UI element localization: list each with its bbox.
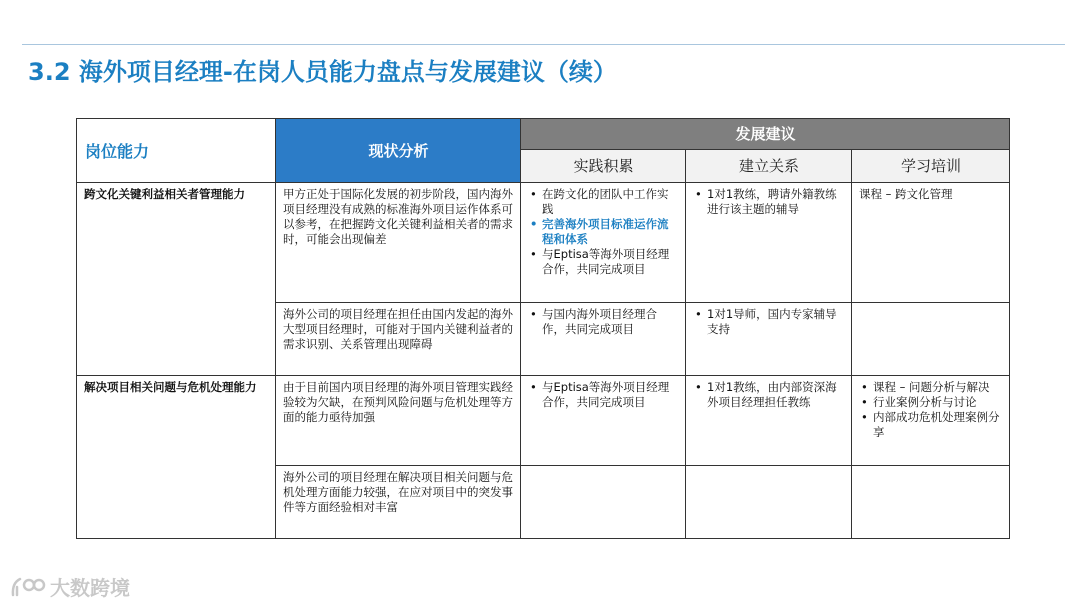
header-relation: 建立关系 — [686, 150, 852, 183]
practice-cell — [521, 183, 686, 303]
training-cell — [852, 466, 1010, 539]
practice-cell — [521, 376, 686, 466]
list-item: • 行业案例分析与讨论 — [873, 395, 1003, 410]
list-item: • 与Eptisa等海外项目经理合作，共同完成项目 — [542, 247, 679, 277]
logo-text: 大数跨境 — [50, 576, 130, 600]
list-item: • 内部成功危机处理案例分享 — [873, 410, 1003, 440]
relation-cell — [686, 183, 852, 303]
page-title: 3.2 海外项目经理-在岗人员能力盘点与发展建议（续） — [28, 58, 617, 86]
ability-cell: 跨文化关键利益相关者管理能力 — [77, 183, 276, 376]
header-training: 学习培训 — [852, 150, 1010, 183]
list-item: • 与国内海外项目经理合作，共同完成项目 — [542, 307, 679, 337]
header-row-top — [77, 119, 1010, 150]
list-item: • 与Eptisa等海外项目经理合作，共同完成项目 — [542, 380, 679, 410]
list-item: • 课程 – 问题分析与解决 — [873, 380, 1003, 395]
training-cell — [852, 376, 1010, 466]
list-item: • 1对1教练，聘请外籍教练进行该主题的辅导 — [707, 187, 845, 217]
relation-cell — [686, 466, 852, 539]
list-item: • 1对1教练，由内部资深海外项目经理担任教练 — [707, 380, 845, 410]
status-cell: 海外公司的项目经理在担任由国内发起的海外大型项目经理时，可能对于国内关键利益者的需求识别、关系管理出现障碍 — [276, 303, 521, 376]
watermark-logo — [10, 572, 130, 601]
table-row — [77, 376, 1010, 466]
header-practice: 实践积累 — [521, 150, 686, 183]
logo-icon — [10, 575, 46, 599]
status-cell: 由于目前国内项目经理的海外项目管理实践经验较为欠缺，在预判风险问题与危机处理等方面的能力亟待加强 — [276, 376, 521, 466]
table-row — [77, 183, 1010, 303]
practice-cell — [521, 466, 686, 539]
title-divider — [22, 44, 1065, 45]
list-item-highlight: • 完善海外项目标准运作流程和体系 — [542, 217, 679, 247]
status-cell: 甲方正处于国际化发展的初步阶段，国内海外项目经理没有成熟的标准海外项目运作体系可以参考，在把握跨文化关键利益相关者的需求时，可能会出现偏差 — [276, 183, 521, 303]
relation-cell — [686, 376, 852, 466]
training-cell: 课程 – 跨文化管理 — [852, 183, 1010, 303]
practice-cell — [521, 303, 686, 376]
header-development: 发展建议 — [521, 119, 1010, 150]
list-item: • 1对1导师，国内专家辅导支持 — [707, 307, 845, 337]
relation-cell — [686, 303, 852, 376]
training-cell — [852, 303, 1010, 376]
status-cell: 海外公司的项目经理在解决项目相关问题与危机处理方面能力较强，在应对项目中的突发事件等方面经验相对丰富 — [276, 466, 521, 539]
header-status: 现状分析 — [276, 119, 521, 183]
header-ability: 岗位能力 — [77, 119, 276, 183]
list-item: • 在跨文化的团队中工作实践 — [542, 187, 679, 217]
ability-cell: 解决项目相关问题与危机处理能力 — [77, 376, 276, 539]
capability-table — [76, 118, 1010, 539]
